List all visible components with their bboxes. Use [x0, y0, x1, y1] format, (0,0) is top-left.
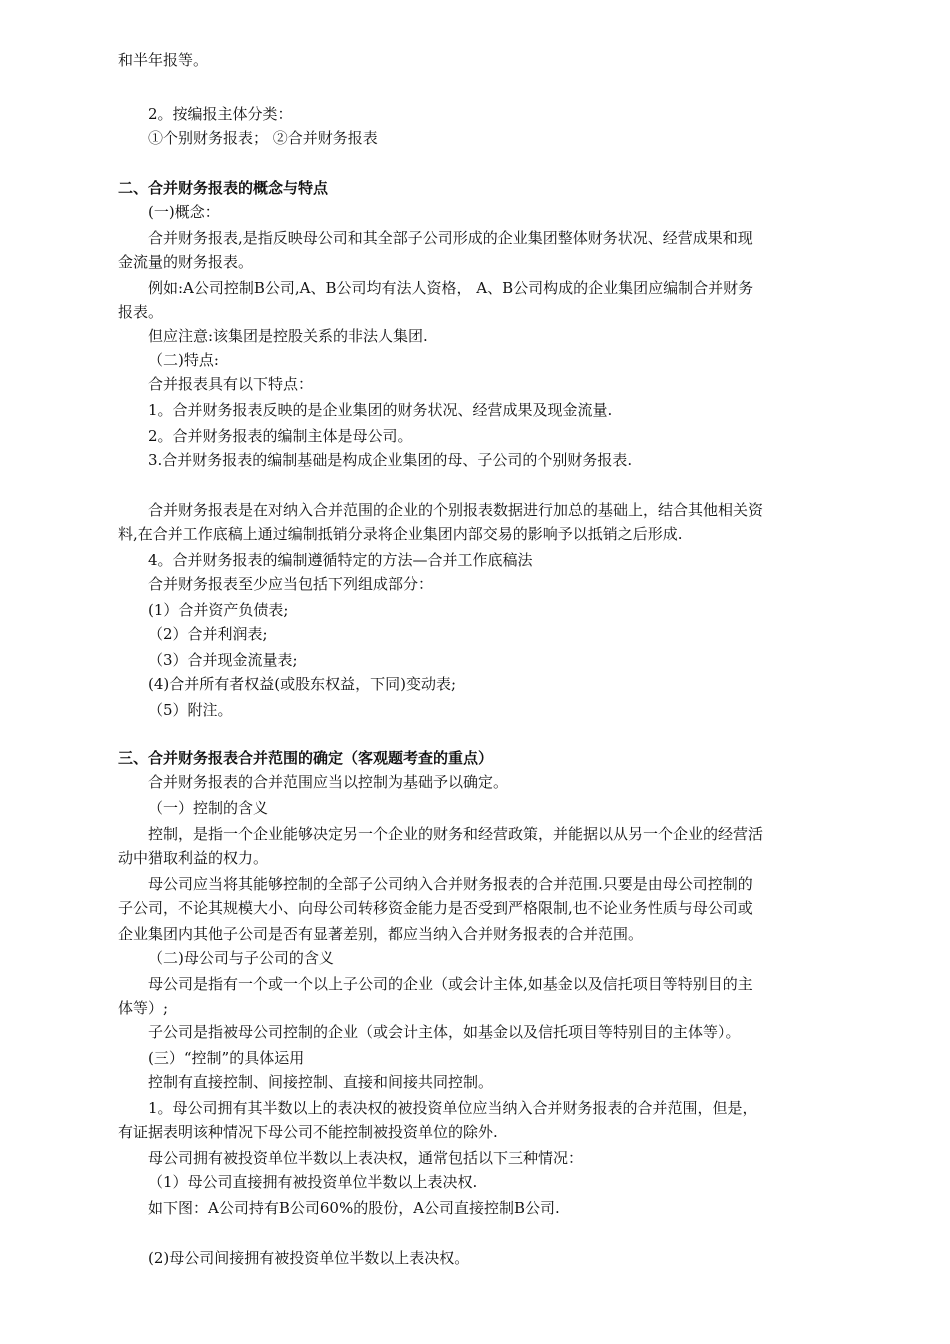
text-line: （3）合并现金流量表; — [148, 651, 298, 669]
text-line: (1）合并资产负债表; — [148, 601, 289, 619]
text-line: 子公司，不论其规模大小、向母公司转移资金能力是否受到严格限制,也不论业务性质与母公司或 — [118, 899, 753, 917]
text-line: （2）合并利润表; — [148, 625, 268, 643]
text-line: 合并财务报表是在对纳入合并范围的企业的个别报表数据进行加总的基础上，结合其他相关资 — [148, 501, 764, 519]
text-line: 母公司应当将其能够控制的全部子公司纳入合并财务报表的合并范围.只要是由母公司控制的 — [148, 875, 753, 893]
text-line: 金流量的财务报表。 — [118, 253, 254, 271]
text-line: （5）附注。 — [148, 701, 233, 719]
text-line: (2)母公司间接拥有被投资单位半数以上表决权。 — [148, 1249, 470, 1267]
text-line: 合并财务报表,是指反映母公司和其全部子公司形成的企业集团整体财务状况、经营成果和现 — [148, 229, 753, 247]
text-line: （二)母公司与子公司的含义 — [148, 949, 334, 967]
text-line: 2。合并财务报表的编制主体是母公司。 — [148, 427, 413, 445]
text-line: 例如:A公司控制B公司,A、B公司均有法人资格， A、B公司构成的企业集团应编制合并财务 — [148, 279, 754, 297]
text-line: 料,在合并工作底稿上通过编制抵销分录将企业集团内部交易的影响予以抵销之后形成. — [118, 525, 683, 543]
text-line: (一)概念： — [148, 203, 220, 221]
text-line: （一）控制的含义 — [148, 799, 269, 817]
text-line: ①个别财务报表； ②合并财务报表 — [148, 129, 378, 147]
text-line: 但应注意:该集团是控股关系的非法人集团. — [148, 327, 428, 345]
section-heading: 三、合并财务报表合并范围的确定（客观题考查的重点） — [118, 749, 494, 767]
text-line: 合并财务报表至少应当包括下列组成部分： — [148, 575, 434, 593]
text-line: （1）母公司直接拥有被投资单位半数以上表决权. — [148, 1173, 478, 1191]
text-line: 企业集团内其他子公司是否有显著差别，都应当纳入合并财务报表的合并范围。 — [118, 925, 644, 943]
text-line: 2。按编报主体分类： — [148, 105, 293, 123]
text-line: 1。合并财务报表反映的是企业集团的财务状况、经营成果及现金流量. — [148, 401, 613, 419]
text-line: 控制有直接控制、间接控制、直接和间接共同控制。 — [148, 1073, 494, 1091]
text-line: 母公司是指有一个或一个以上子公司的企业（或会计主体,如基金以及信托项目等特别目的主 — [148, 975, 753, 993]
text-line: 体等）; — [118, 999, 169, 1017]
text-line: 3.合并财务报表的编制基础是构成企业集团的母、子公司的个别财务报表. — [148, 451, 633, 469]
text-line: 合并报表具有以下特点： — [148, 375, 314, 393]
text-line: 母公司拥有被投资单位半数以上表决权，通常包括以下三种情况： — [148, 1149, 584, 1167]
text-line: 和半年报等。 — [118, 51, 209, 69]
text-line: 有证据表明该种情况下母公司不能控制被投资单位的除外. — [118, 1123, 498, 1141]
text-line: 如下图：A公司持有B公司60%的股份，A公司直接控制B公司. — [148, 1199, 560, 1217]
section-heading: 二、合并财务报表的概念与特点 — [118, 179, 329, 197]
text-line: (4)合并所有者权益(或股东权益，下同)变动表; — [148, 675, 457, 693]
text-line: (三）“控制”的具体运用 — [148, 1049, 305, 1067]
text-line: 报表。 — [118, 303, 164, 321]
text-line: 4。合并财务报表的编制遵循特定的方法—合并工作底稿法 — [148, 551, 533, 569]
text-line: 1。母公司拥有其半数以上的表决权的被投资单位应当纳入合并财务报表的合并范围，但是， — [148, 1099, 758, 1117]
text-line: （二)特点: — [148, 351, 219, 369]
text-line: 合并财务报表的合并范围应当以控制为基础予以确定。 — [148, 773, 509, 791]
text-line: 子公司是指被母公司控制的企业（或会计主体，如基金以及信托项目等特别目的主体等）。 — [148, 1023, 741, 1041]
text-line: 动中猎取利益的权力。 — [118, 849, 269, 867]
text-line: 控制，是指一个企业能够决定另一个企业的财务和经营政策，并能据以从另一个企业的经营活 — [148, 825, 764, 843]
